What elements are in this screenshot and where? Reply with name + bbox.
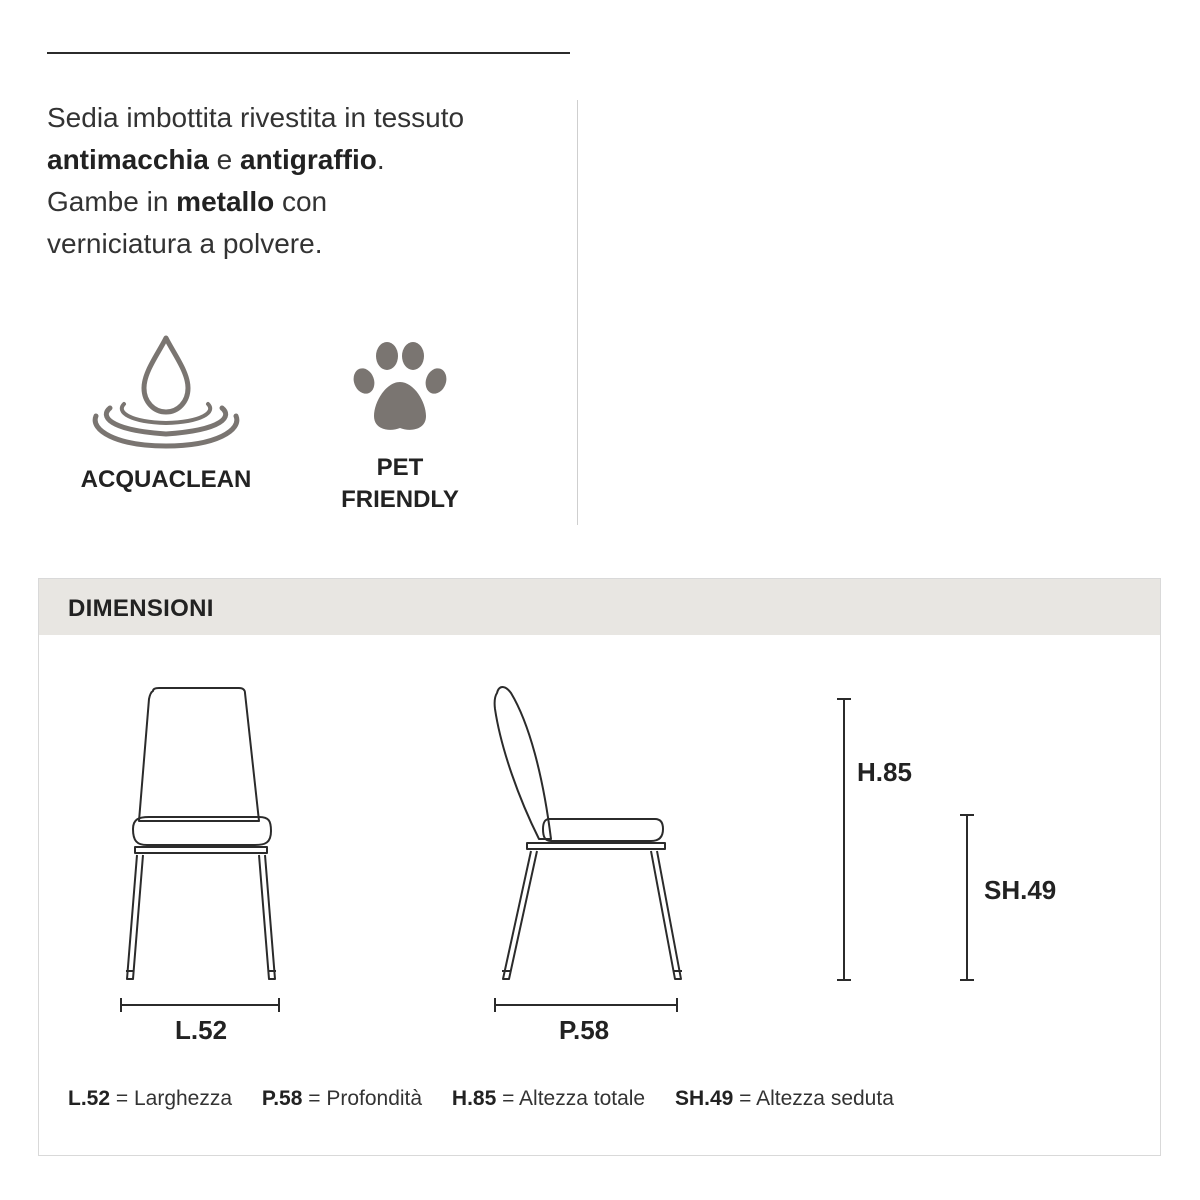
width-measure-line <box>119 995 281 1015</box>
legend-text: = Altezza seduta <box>733 1087 894 1110</box>
description-line-1: Sedia imbottita rivestita in tessuto <box>47 102 465 133</box>
legend-item-depth <box>262 1087 422 1110</box>
pet-friendly-badge <box>320 336 480 516</box>
top-divider <box>47 52 570 54</box>
legend-item-seat-height <box>675 1087 894 1110</box>
antimacchia-text: antimacchia <box>47 144 209 175</box>
water-drop-icon <box>86 330 246 450</box>
product-description <box>47 97 567 265</box>
legend-text: = Larghezza <box>110 1087 233 1110</box>
description-line-2 <box>47 139 567 181</box>
acquaclean-badge <box>68 330 264 496</box>
legend-code: H.85 <box>451 1087 497 1110</box>
legend-code: L.52 <box>68 1087 111 1110</box>
legend-code: P.58 <box>261 1087 303 1110</box>
pet-label-line-2: FRIENDLY <box>341 486 459 513</box>
dimensions-title: DIMENSIONI <box>68 595 214 622</box>
legend-item-width <box>68 1087 232 1110</box>
depth-label: P.58 <box>559 1015 610 1045</box>
description-line-3-end: con <box>274 186 328 217</box>
width-label: L.52 <box>175 1015 228 1045</box>
description-period: . <box>376 144 385 175</box>
antigraffio-text: antigraffio <box>240 144 377 175</box>
pet-label-line-1: PET <box>376 454 424 481</box>
dimensions-header <box>39 579 1160 635</box>
legend-code: SH.49 <box>674 1087 734 1110</box>
acquaclean-label: ACQUACLEAN <box>80 466 252 493</box>
seat-height-measure-line <box>957 813 977 982</box>
dimensions-panel <box>38 578 1161 1156</box>
description-connector: e <box>208 144 240 175</box>
height-label: H.85 <box>857 757 912 787</box>
seat-height-label: SH.49 <box>984 875 1057 905</box>
description-line-3 <box>47 181 567 223</box>
chair-side-view <box>479 679 689 1019</box>
description-line-3-start: Gambe in <box>47 186 177 217</box>
dimensions-legend <box>68 1087 918 1111</box>
legend-item-height <box>452 1087 645 1110</box>
metallo-text: metallo <box>176 186 275 217</box>
legend-text: = Altezza totale <box>496 1087 646 1110</box>
chair-front-view <box>109 679 309 1019</box>
legend-text: = Profondità <box>302 1087 423 1110</box>
vertical-divider <box>577 100 578 525</box>
paw-print-icon <box>350 336 450 436</box>
description-line-4: verniciatura a polvere. <box>47 228 323 259</box>
height-measure-line <box>834 697 854 982</box>
depth-measure-line <box>493 995 679 1015</box>
